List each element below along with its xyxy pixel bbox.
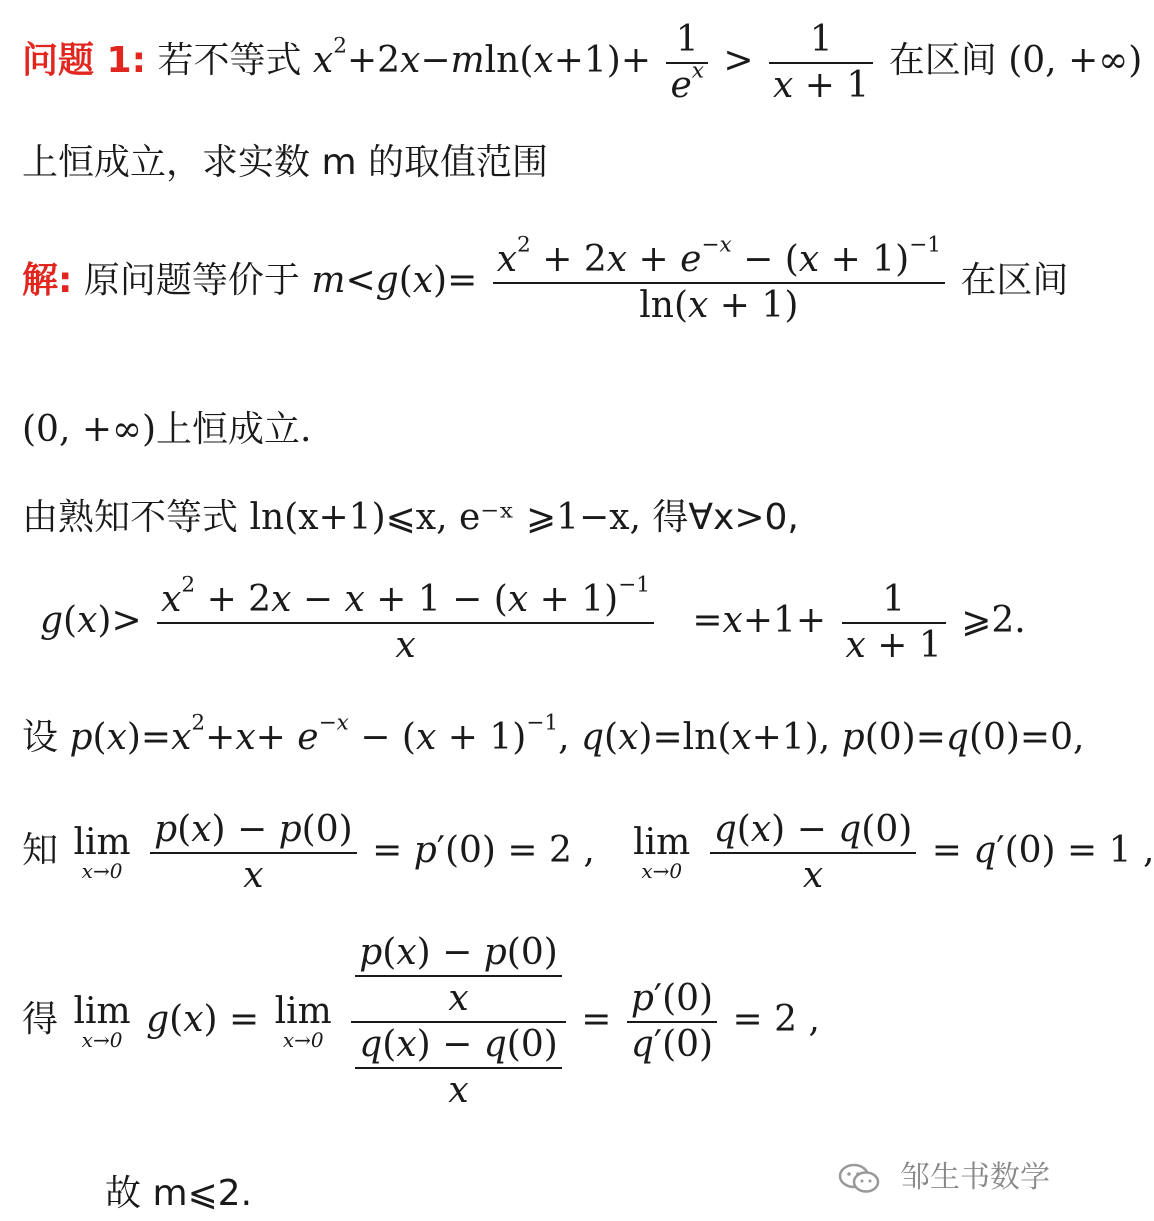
solution-tail: 在区间 xyxy=(960,260,1069,301)
known-ineqs: ln(x+1)⩽x, e⁻ˣ ⩾1−x, xyxy=(249,497,641,538)
solution-line-1 xyxy=(22,232,1069,326)
p-difference-quotient: $\frac{p(x) - p(0)}{x}$ xyxy=(150,812,357,894)
lhopital-line: 得 lim x→0 g(x) = lim x→0 $\frac{\frac{p(x) - p(0)}{x}}{\frac{q(x) - q(0)}{x}}$ = $\frac{p'(0)}{q'(0)}$ = 2 , xyxy=(22,932,820,1111)
problem-label: 问题 1: xyxy=(22,40,146,81)
problem-interval: (0, +∞) xyxy=(1008,40,1143,81)
problem-mid-text: 在区间 xyxy=(888,40,997,81)
problem-inequality: $x^2+2x-mln(x+1)+$ $\frac{1}{e^x}$ > $\frac{1}{x + 1}$ xyxy=(313,40,889,81)
get-intro: 得 xyxy=(22,999,59,1040)
watermark-text: 邹生书数学 xyxy=(900,1160,1050,1195)
know-intro: 知 xyxy=(22,830,59,871)
problem-line-2: 上恒成立，求实数 m 的取值范围 xyxy=(22,142,548,183)
lim-2: lim x→0 xyxy=(633,822,691,883)
compound-fraction: $\frac{\frac{p(x) - p(0)}{x}}{\frac{q(x) - q(0)}{x}}$ xyxy=(351,935,566,1109)
solution-label: 解: xyxy=(22,260,73,301)
g-lower-bound-line: g(x)> $\frac{x^2 + 2x - x + 1 - (x + 1)^{-1}}{x}$ =x+1+ $\frac{1}{x + 1}$ ⩾2. xyxy=(40,572,1026,666)
problem-intro: 若不等式 xyxy=(157,40,302,81)
known-inequalities-line xyxy=(22,497,799,538)
derivative-ratio: $\frac{p'(0)}{q'(0)}$ xyxy=(627,981,717,1063)
g-definition: m<g(x)= $\frac{x^2 + 2x + e^{-x} - (x + 1)^{-1}}{\ln(x + 1)}$ xyxy=(311,260,960,301)
watermark xyxy=(838,1152,1050,1196)
lim-3: lim x→0 xyxy=(73,991,131,1052)
lim-1: lim x→0 xyxy=(73,822,131,883)
bound-fraction-1-over-x-plus-1: $\frac{1}{x + 1}$ xyxy=(842,582,946,664)
g-fraction: $\frac{x^2 + 2x + e^{-x} - (x + 1)^{-1}}{\ln(x + 1)}$ xyxy=(493,242,945,324)
final-conclusion: 故 m⩽2. xyxy=(105,1173,253,1214)
derivative-limits-line: 知 lim x→0 $\frac{p(x) - p(0)}{x}$ = p′(0) = 2 , lim x→0 $\frac{q(x) - q(0)}{x}$ = q′(0) = 1 , xyxy=(22,809,1154,896)
q-difference-quotient: $\frac{q(x) - q(0)}{x}$ xyxy=(710,812,917,894)
set-intro: 设 xyxy=(22,717,59,758)
problem-line-1 xyxy=(22,19,1143,106)
lim-4: lim x→0 xyxy=(274,991,332,1052)
wechat-icon xyxy=(838,1162,882,1196)
known-conclusion: 得∀x>0, xyxy=(652,497,799,538)
fraction-1-over-ex: $\frac{1}{e^x}$ xyxy=(666,22,708,104)
solution-intro: 原问题等价于 xyxy=(83,260,300,301)
known-intro: 由熟知不等式 xyxy=(22,497,239,538)
define-pq-line: 设 $p(x)=x^2+x+ e^{-x} - (x + 1)^{-1}$, q(x)=ln(x+1), p(0)=q(0)=0, xyxy=(22,710,1085,758)
g-bound-fraction: $\frac{x^2 + 2x - x + 1 - (x + 1)^{-1}}{x}$ xyxy=(157,582,654,664)
solution-line-2: (0, +∞)上恒成立. xyxy=(22,409,312,450)
fraction-1-over-x-plus-1: $\frac{1}{x + 1}$ xyxy=(769,22,873,104)
